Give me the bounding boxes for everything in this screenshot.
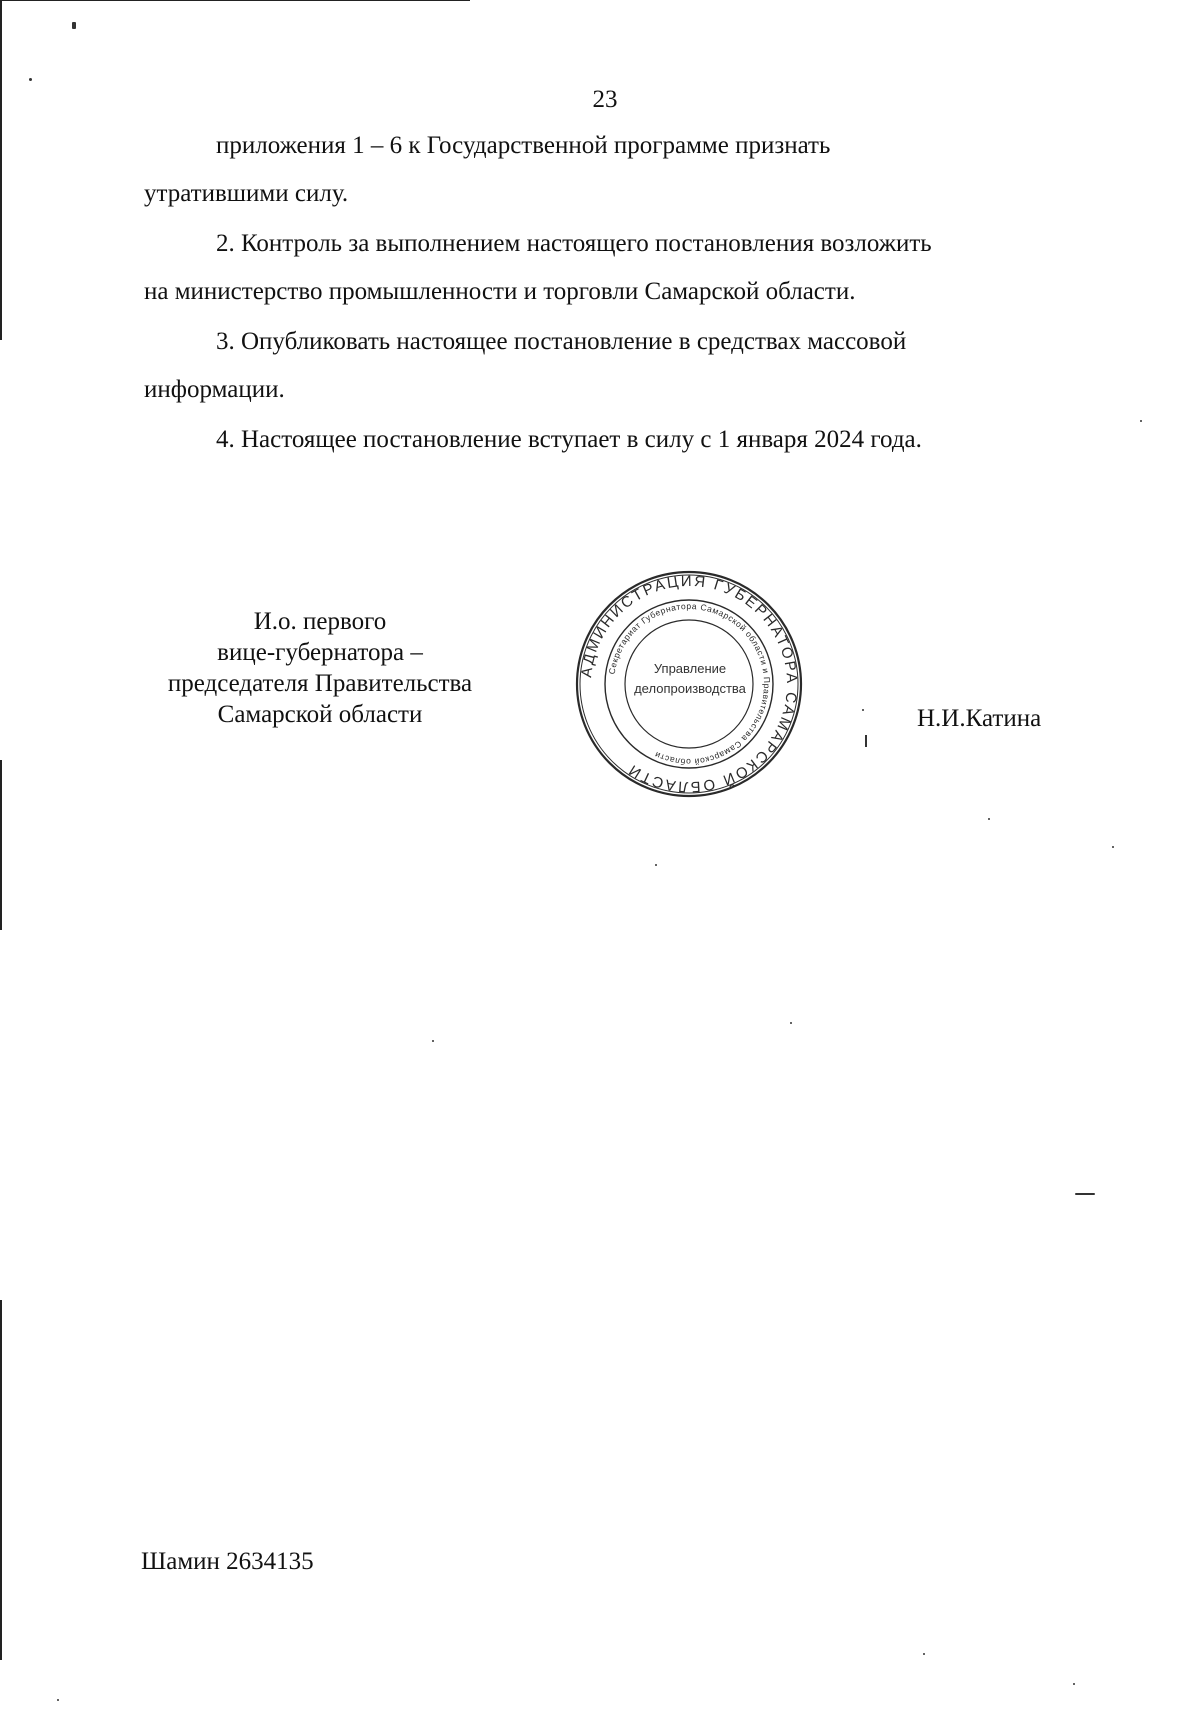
paragraph-4 <box>144 416 1068 464</box>
scan-speck <box>72 22 76 29</box>
position-line: И.о. первого <box>253 608 387 635</box>
position-line: председателя Правительства <box>167 670 473 697</box>
scan-edge-left <box>0 0 2 340</box>
scan-speck <box>1140 420 1142 422</box>
text-line: 4. Настоящее постановление вступает в силу с 1 января 2024 года. <box>216 426 922 453</box>
scan-edge-left-lower <box>0 760 2 930</box>
text-line: приложения 1 – 6 к Государственной программе признать <box>216 132 831 159</box>
paragraph-3 <box>144 318 1068 366</box>
scan-speck <box>865 735 867 747</box>
scan-speck <box>432 1040 434 1042</box>
seal-center-line: Управление <box>653 661 727 676</box>
scan-speck <box>57 1699 59 1701</box>
paragraph-3-end <box>144 366 1068 414</box>
scan-speck <box>790 1022 792 1024</box>
scan-speck <box>29 78 32 81</box>
seal-center-line: делопроизводства <box>634 681 746 696</box>
paragraph-continued-end <box>144 170 1068 218</box>
scan-speck <box>1112 846 1114 848</box>
text-line: утратившими силу. <box>144 180 349 207</box>
body-text <box>144 122 1068 464</box>
scan-speck <box>862 709 864 711</box>
scan-speck <box>655 864 657 866</box>
text-line: 2. Контроль за выполнением настоящего постановления возложить <box>216 230 932 257</box>
signatory-name: Н.И.Катина <box>917 705 1042 732</box>
paragraph-continued <box>144 122 1068 170</box>
scan-speck <box>988 818 990 820</box>
scan-edge-top <box>0 0 470 1</box>
scan-speck <box>1075 1193 1095 1195</box>
seal-center-text <box>625 659 755 699</box>
seal-outer-text: АДМИНИСТРАЦИЯ ГУБЕРНАТОРА САМАРСКОЙ ОБЛАСТИ <box>578 572 801 796</box>
scan-edge-left-bottom <box>0 1300 2 1660</box>
paragraph-2-end <box>144 268 1068 316</box>
scan-speck <box>923 1653 925 1655</box>
page-number: 23 <box>592 86 618 113</box>
position-line: вице-губернатора – <box>217 639 423 666</box>
scan-speck <box>1073 1683 1075 1685</box>
seal-inner-text: Секретариат Губернатора Самарской области и Правительства Самарской области <box>606 600 773 768</box>
signatory-position <box>120 606 520 730</box>
text-line: на министерство промышленности и торговли Самарской области. <box>144 278 856 305</box>
position-line: Самарской области <box>217 701 423 728</box>
paragraph-2 <box>144 220 1068 268</box>
text-line: информации. <box>144 376 285 403</box>
text-line: 3. Опубликовать настоящее постановление в средствах массовой <box>216 328 907 355</box>
executor-contact: Шамин 2634135 <box>141 1548 314 1575</box>
